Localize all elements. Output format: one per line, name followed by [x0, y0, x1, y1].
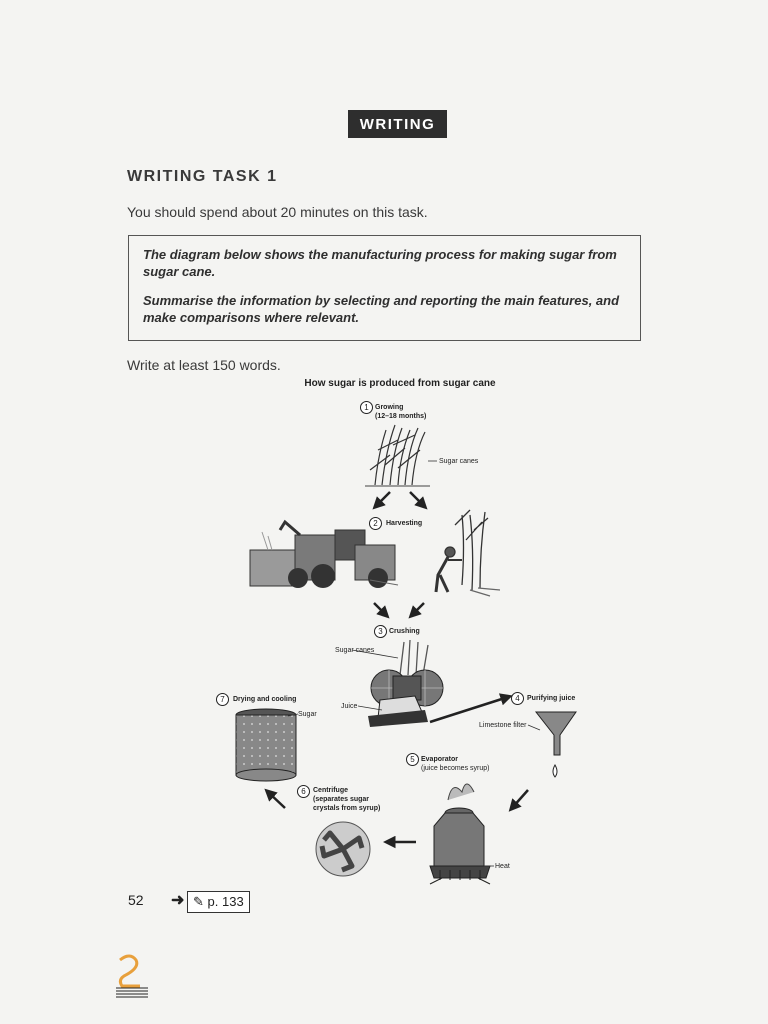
flow-arrow [412, 603, 424, 615]
time-instruction: You should spend about 20 minutes on this task. [127, 204, 428, 220]
step-label-centrifuge: Centrifuge [313, 787, 348, 794]
step-sub-growing: (12–18 months) [375, 413, 427, 420]
step-number-badge: 2 [369, 517, 382, 530]
callout-heat: Heat [495, 863, 510, 870]
callout-sugar: Sugar [298, 711, 317, 718]
flow-arrow [374, 603, 386, 615]
drying-drum-illustration [236, 709, 296, 781]
flow-arrow [268, 792, 285, 808]
task-prompt-instruction: Summarise the information by selecting and reporting the main features, and make comparisons where relevant. [143, 293, 620, 325]
step-number-badge: 1 [360, 401, 373, 414]
page-reference-text: p. 133 [207, 894, 244, 909]
step-number-badge: 5 [406, 753, 419, 766]
flow-arrow [512, 790, 528, 808]
step-number-badge: 3 [374, 625, 387, 638]
sugar-cane-field-illustration [365, 425, 430, 486]
manual-harvesting-illustration [436, 510, 500, 596]
step-label-purifying: Purifying juice [527, 695, 576, 702]
flow-arrow [376, 492, 390, 506]
callout-sugar-canes: Sugar canes [439, 458, 479, 465]
step-label-harvesting: Harvesting [386, 520, 423, 527]
publisher-logo-icon [110, 952, 154, 998]
right-arrow-icon: ➜ [171, 892, 185, 909]
pencil-icon: ✎ [193, 894, 204, 909]
step-sub-centrifuge: (separates sugar [313, 796, 370, 803]
callout-sugar-canes: Sugar canes [335, 647, 375, 654]
step-label-evaporator: Evaporator [421, 756, 458, 763]
callout-limestone-filter: Limestone filter [479, 722, 527, 729]
limestone-leader-line [528, 725, 540, 730]
step-label-drying: Drying and cooling [233, 696, 297, 703]
task-title: WRITING TASK 1 [127, 168, 278, 185]
step-number-badge: 7 [216, 693, 229, 706]
task-prompt-description: The diagram below shows the manufacturing process for making sugar from sugar cane. [143, 247, 617, 279]
callout-juice: Juice [341, 703, 358, 710]
diagram-title: How sugar is produced from sugar cane [304, 378, 496, 389]
step-number-badge: 6 [297, 785, 310, 798]
step-label-growing: Growing [375, 404, 404, 411]
limestone-filter-illustration [536, 712, 576, 777]
step-number-badge: 4 [511, 692, 524, 705]
step-sub-evaporator: (juice becomes syrup) [421, 765, 490, 772]
flow-arrow [410, 492, 424, 506]
page-number: 52 [128, 892, 144, 908]
harvester-machine-illustration [250, 522, 398, 588]
crusher-illustration [368, 640, 443, 727]
word-count-instruction: Write at least 150 words. [127, 357, 281, 373]
centrifuge-illustration [316, 822, 370, 876]
step-sub-centrifuge: crystals from syrup) [313, 805, 381, 812]
section-header: WRITING [348, 110, 447, 138]
step-label-crushing: Crushing [389, 628, 420, 635]
juice-leader-line [358, 706, 382, 710]
flow-arrow [430, 697, 508, 722]
page-reference-link[interactable] [187, 891, 250, 913]
evaporator-illustration [430, 784, 490, 884]
